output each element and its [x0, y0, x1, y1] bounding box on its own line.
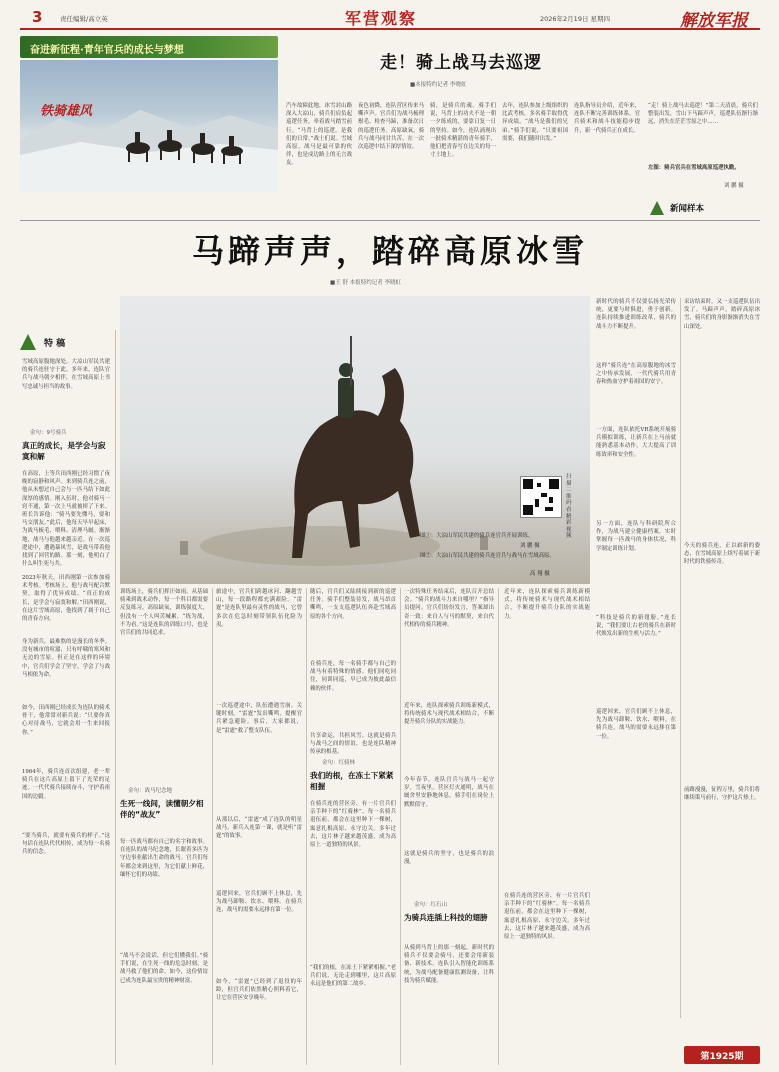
story1-col1: 汽车故障此地，冰雪封山路深入大凉山，骑兵们肩负起巡逻任务，牵着战马踏雪前行。“马背上的巡逻，是我们的日常。”战士们说。雪域高原，战马是最可靠的伙伴，也是戍边路上的无言战友。 [286, 103, 352, 167]
feature-photo [120, 296, 590, 584]
col-divider-2 [212, 588, 213, 1065]
news-sample-badge [650, 200, 760, 216]
photo-author-1: 刘 鹏 摄 [520, 543, 540, 549]
s3-tag: 金句：红骑林 [322, 760, 356, 766]
feature-kicker-icon [20, 334, 36, 350]
s2-tag: 金句：战马纪念地 [128, 788, 173, 794]
col-e1: 一次特殊任务结束后，连队召开总结会。“骑兵的战斗力来自哪里？”指导员提问。官兵们纷纷发言，答案却出奇一致：来自人与马的默契，来自代代相传的骑兵精神。 [404, 589, 494, 628]
col-d4: 在骑兵连的营区旁，有一片官兵们亲手种下的“红骑林”。每一名骑兵退伍前，都会在这里种下一棵树，寓意扎根高原、永守边关。多年过去，这片林子越来越茂盛，成为高原上一道独特的风景。 [310, 801, 396, 849]
col-c2: 一次巡逻途中，队伍遭遇雪崩。关键时刻，“雷霆”发出嘶鸣，提醒官兵紧急避险。事后，大家都说，是“雷霆”救了整支队伍。 [216, 703, 302, 734]
col-f3: 一方面，连队依托VR系统开展骑兵模拟训练，让新兵在上马前就能熟悉基本动作，大大提高了训练效率和安全性。 [596, 427, 676, 458]
qr-code-pattern [521, 477, 561, 517]
s2-title: 生死一线间，读懂朝夕相伴的“战友” [120, 799, 204, 819]
col-divider-1 [115, 330, 116, 1065]
column-banner-title: 奋进新征程·青年官兵的成长与梦想 [30, 45, 184, 56]
col-f-extra3: 在骑兵连的营区旁，有一片官兵们亲手种下的“红骑林”。每一名骑兵退伍前，都会在这里种下一棵树，寓意扎根高原、永守边关。多年过去，这片林子越来越茂盛，成为高原上一道独特的风景。 [504, 893, 590, 941]
column-banner [20, 36, 278, 58]
col-divider-3 [306, 588, 307, 1065]
col-b1: 训练场上，骑兵们挥汗如雨。从基础骑乘到战术动作，每一个科目都需要反复练习。高原缺氧，训练强度大，但没有一个人叫苦喊累。“练为战，不为看。”这是连队的训练口号，也是官兵们的共同追求。 [120, 589, 208, 637]
col-c1: 旅途中，官兵们跨越冰河、翻越雪山，每一段路程都充满艰险。“雷霆”是连队里最有灵性的战马，它曾多次在危急时刻带领队伍化险为夷。 [216, 589, 302, 628]
col-f6: 采访结束时，又一支巡逻队伍出发了。马蹄声声，踏碎高原冰雪，骑兵们的身影渐渐消失在雪山深处。 [684, 299, 760, 330]
col-f5: “科技是骑兵的新翅膀。”连长说，“我们要让古老的骑兵在新时代焕发出新的生机与活力。” [596, 615, 676, 638]
col-e2: 近年来，连队探索骑兵训练新模式，将传统骑术与现代战术相结合，不断提升骑兵分队的实战能力。 [404, 703, 494, 726]
col-d2: 在骑兵连，每一名骑手都与自己的战马有着特殊的情感。他们同吃同住，同训同巡，早已成为彼此最信赖的伙伴。 [310, 661, 396, 692]
s1-title: 真正的成长，是学会与寂寞和解 [22, 441, 106, 461]
s3-title: 我们的根，在冻土下紧紧相握 [310, 771, 394, 791]
col-d5: “我们的根，在冻土下紧紧相握。”老兵们说，无论走到哪里，这片高原永远是他们的第二故乡。 [310, 965, 396, 988]
feature-kicker [20, 334, 110, 350]
col-c3: 从那以后，“雷霆”成了连队的明星战马。新兵入连第一课，就是听“雷霆”的故事。 [216, 817, 302, 840]
s1-tag: 金句：9号骑兵 [30, 430, 67, 436]
patrol-photo-caption: 铁骑雄风 [40, 104, 93, 119]
qr-code[interactable] [520, 476, 562, 518]
col-divider-4 [400, 588, 401, 1065]
issue-date: 2026年2月19日 星期四 [540, 15, 611, 23]
col-c4: 巡逻回来，官兵们顾不上休息，先为战马卸鞍、饮水、喂料。在骑兵连，战马的需要永远排在第一位。 [216, 891, 302, 914]
qr-label: 扫描二维码看精彩视频 [566, 474, 572, 540]
section-title: 军营观察 [345, 9, 418, 28]
s1-body4: 如今，田西刚已经成长为连队的骑术骨干，他常常对新兵说：“只要你真心对待战马，它就会用一生来回报你。” [22, 705, 110, 736]
col-d1: 随后，官兵们又陆续接到新的巡逻任务。骑手们整装待发，战马昂首嘶鸣，一支支巡逻队伍奔赴雪域高原的各个方向。 [310, 589, 396, 620]
story1-col6: “走！骑上战马去巡逻！”第二天清晨，骑兵们整装出发，雪山下马蹄声声，巡逻队伍渐行渐远，消失在茫茫雪原之中…… [648, 103, 758, 126]
col-d3: 共享命运，共担风雪。这就是骑兵与战马之间的情谊，也是连队精神传承的根基。 [310, 733, 396, 756]
col-f8: 前路漫漫，征程万里，骑兵们将继续策马前行，守护这片热土。 [684, 787, 760, 802]
feature-intro: 雪域高原腹地深处，大凉山军民共建的骑兵连驻守于此。多年来，连队官兵与战马朝夕相伴，在雪域高原上书写忠诚与担当的故事。 [22, 359, 110, 390]
story1-col5: 连队指导员介绍，近年来，连队不断完善训练体系，官兵骑术和战斗技能稳步提升，新一代骑兵正在成长。 [574, 103, 640, 134]
main-headline: 马蹄声声，踏碎高原冰雪 [191, 232, 588, 270]
issue-badge-label: 第1925期 [700, 1052, 744, 1062]
masthead-logo: 解放军报 [680, 11, 748, 31]
s1-body5: 1964年，骑兵连首次组建，老一辈骑兵在这片高原上留下了光荣的足迹。一代代骑兵接续奋斗，守护着祖国的边疆。 [22, 769, 110, 800]
col-e4: 这就是骑兵的坚守，也是骑兵的浪漫。 [404, 851, 494, 866]
feature-kicker-label: 特 稿 [44, 339, 66, 349]
news-sample-icon [650, 201, 664, 215]
page-number: 3 [32, 8, 43, 26]
photo-caption-1: 图①：大凉山军民共建的骑兵连官兵开展训练。 [420, 533, 534, 539]
s4-tag: 金句：红石山 [414, 902, 448, 908]
news-sample-title: 新闻样本 [670, 204, 705, 214]
page-header [20, 6, 760, 30]
story1-title: 走！骑上战马去巡逻 [380, 53, 542, 73]
s4-title: 为骑兵连插上科技的翅膀 [404, 913, 488, 922]
story1-col4: 去年，连队参加上级组织的比武考核，多名骑手取得优异成绩。“战马是我们的兄弟。”骑手们说，“只要祖国需要，我们随时出发。” [502, 103, 568, 142]
col-f7: 今天的骑兵连，正以崭新的姿态，在雪域高原上续写着属于新时代的铁骑传奇。 [684, 543, 760, 566]
s1-body2: 2023年秋天，田西刚第一次参加骑术考核。考核场上，他与战马配合默契，取得了优异成绩。“真正的成长，是学会与寂寞和解。”田西刚说，在这片雪域高原，他找到了属于自己的青春方向。 [22, 575, 110, 623]
col-e5: 从骑到马背上的那一刻起，新时代的骑兵不仅要会骑马，还要会用新装备、新技术。连队引入智能化训练系统，为战马配备健康监测设备，让科技为骑兵赋能。 [404, 945, 494, 984]
col-f1: 新时代的骑兵不仅要弘扬光荣传统，更要与时俱进，勇于创新。连队持续推进训练改革，骑兵的战斗力不断提升。 [596, 299, 676, 330]
main-byline: ■王 舒 本报特约记者 李晓虹 [330, 280, 401, 286]
col-divider-6 [680, 298, 681, 1018]
col-c5: 如今，“雷霆”已经到了退役的年龄，但官兵们依然精心照料着它，让它在营区安享晚年。 [216, 979, 302, 1002]
story1-col2: 夜色初降，连队营区传来马嘶声声。官兵们为战马梳理鬃毛、检查马蹄，准备次日的巡逻任务。高原缺氧，骑兵与战马同甘共苦，在一次次巡逻中结下深厚情谊。 [358, 103, 424, 151]
story1-photo-author: 刘 鹏 摄 [724, 183, 744, 189]
col-f4: 另一方面，连队与科研院所合作，为战马建立健康档案，实时掌握每一匹战马的身体状况，科学制定训练计划。 [596, 521, 676, 552]
photo-caption-2: 图②：大凉山军民共建的骑兵连官兵与战马在雪域高原。 [420, 553, 555, 559]
story1-byline: ■本报特约记者 李晓虹 [410, 82, 467, 88]
col-f-extra: 近年来，连队探索骑兵训练新模式，将传统骑术与现代战术相结合，不断提升骑兵分队的实战能力。 [504, 589, 590, 620]
col-e3: 今年春节，连队官兵与战马一起守岁。雪夜里，营区灯火通明，战马在厩舍里安静地休息，骑手们在岗位上默默值守。 [404, 777, 494, 808]
editor-credit: 责任编辑/高立英 [60, 15, 108, 23]
patrol-photo-scene [20, 60, 278, 192]
patrol-photo [20, 60, 278, 192]
col-divider-5 [498, 588, 499, 1065]
s1-body6: “要当骑兵，就要有骑兵的样子。”这句话在连队代代相传，成为每一名骑兵的信念。 [22, 833, 110, 856]
divider-top [20, 220, 760, 221]
issue-badge [684, 1046, 760, 1064]
photo-author-2: 高 翔 摄 [530, 571, 550, 577]
col-b3: “战马不会说话，但它们懂我们。”骑手们说，在生死一线的危急时刻，是战马救了他们的命。如今，这份情谊已成为连队最宝贵的精神财富。 [120, 953, 208, 984]
col-f2: 这样“骑兵连”在高原腹地的冰雪之中传承发展，一代代骑兵用青春和热血守护着祖国的安宁。 [596, 363, 676, 386]
s1-body3: 身为新兵，最难熬的是漫长的冬季。没有城市的喧嚣，只有呼啸的寒风和无边的雪原。但正是在这样的环境中，官兵们学会了坚守，学会了与战马相依为命。 [22, 639, 110, 678]
col-f-extra2: 巡逻回来，官兵们顾不上休息，先为战马卸鞍、饮水、喂料。在骑兵连，战马的需要永远排在第一位。 [596, 709, 676, 740]
col-b2: 每一匹战马都有自己的名字和故事。在连队的战马纪念地，长眠着多匹为守边事业献出生命的战马。官兵们每年都会来到这里，为它们献上鲜花，缅怀它们的功绩。 [120, 839, 208, 878]
s1-body: 在高原，上等兵田西刚已经习惯了夜晚的寂静和风声。来到骑兵连之前，他从未想过自己会与一匹马结下如此深厚的感情。刚入伍时，他对骑马一窍不通，第一次上马就被摔了下来。班长告诉他：“骑马要先懂马，要和马交朋友。”此后，他每天早早起床，为战马梳毛、喂料、清理马厩。渐渐地，战马与他越来越亲近。在一次巡逻途中，遭遇暴风雪，是战马带着他找到了回营的路。那一刻，他明白了什么叫生死与共。 [22, 471, 110, 568]
story1-photo-credit: 左图：骑兵官兵在雪域高原巡逻执勤。 [648, 165, 740, 171]
story1-col3: 骑，是骑兵的魂。骑手们说，马背上的功夫不是一朝一夕练成的，要靠日复一日的坚持。如今，连队涌现出一批骑术精湛的青年骑手，他们把青春写在边关的每一寸土地上。 [430, 103, 496, 159]
